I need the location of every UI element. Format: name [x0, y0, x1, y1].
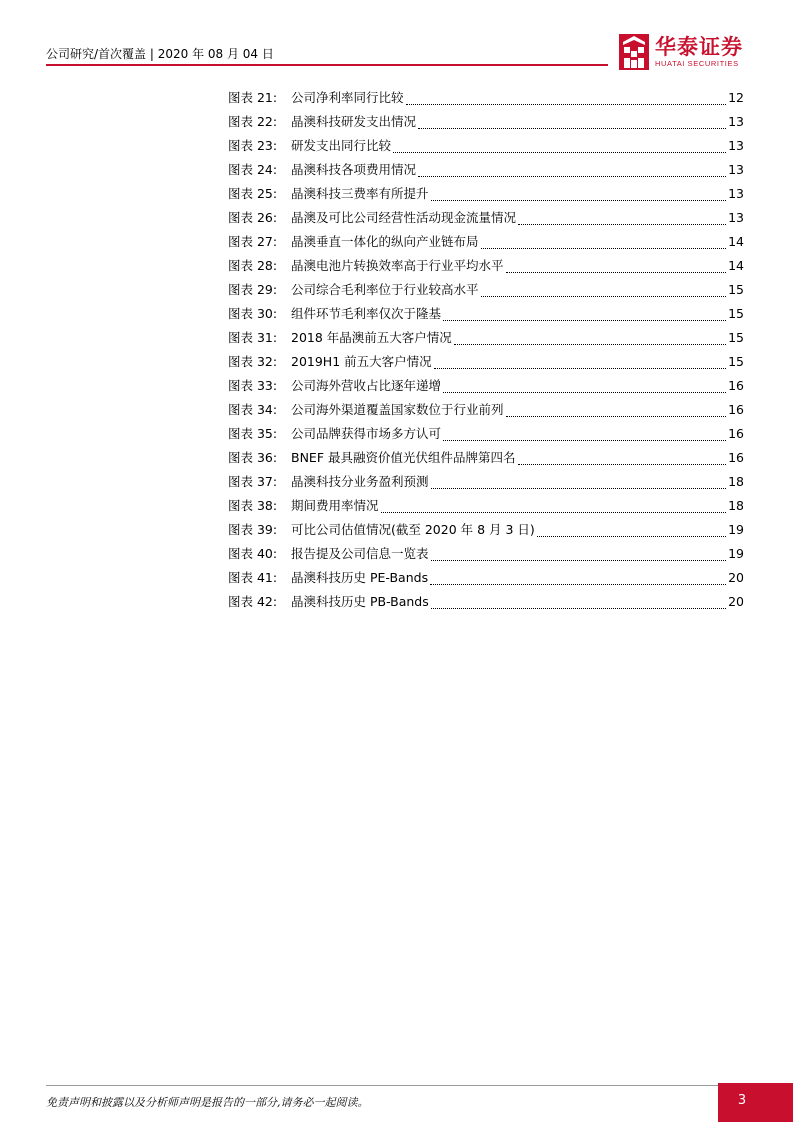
toc-entry-label: 图表 26: — [228, 210, 278, 225]
toc-entry-title: 报告提及公司信息一览表 — [291, 546, 429, 561]
toc-entry[interactable] — [228, 160, 744, 184]
toc-entry-leader-dots — [430, 583, 726, 585]
toc-entry-title: 组件环节毛利率仅次于隆基 — [291, 306, 442, 321]
toc-entry-leader-dots — [506, 271, 727, 273]
toc-entry-leader-dots — [434, 367, 726, 369]
toc-entry-title: 可比公司估值情况(截至 2020 年 8 月 3 日) — [291, 522, 535, 537]
toc-entry-leader-dots — [518, 223, 726, 225]
toc-entry-label: 图表 34: — [228, 402, 278, 417]
toc-entry-title: 公司海外渠道覆盖国家数位于行业前列 — [291, 402, 504, 417]
toc-entry[interactable] — [228, 472, 744, 496]
toc-entry[interactable] — [228, 208, 744, 232]
toc-entry[interactable] — [228, 424, 744, 448]
toc-entry-page: 15 — [728, 282, 744, 297]
toc-entry-title: BNEF 最具融资价值光伏组件品牌第四名 — [291, 450, 516, 465]
toc-entry[interactable] — [228, 400, 744, 424]
toc-entry[interactable] — [228, 280, 744, 304]
footer-divider — [46, 1085, 718, 1086]
toc-entry-label: 图表 24: — [228, 162, 278, 177]
toc-entry[interactable] — [228, 304, 744, 328]
toc-entry-label: 图表 32: — [228, 354, 278, 369]
toc-entry[interactable] — [228, 520, 744, 544]
toc-entry[interactable] — [228, 328, 744, 352]
toc-entry-page: 18 — [728, 498, 744, 513]
toc-entry-title: 晶澳电池片转换效率高于行业平均水平 — [291, 258, 504, 273]
toc-entry-label: 图表 25: — [228, 186, 278, 201]
toc-entry-label: 图表 35: — [228, 426, 278, 441]
toc-entry-label: 图表 23: — [228, 138, 278, 153]
toc-entry-title: 公司综合毛利率位于行业较高水平 — [291, 282, 479, 297]
toc-entry[interactable] — [228, 544, 744, 568]
toc-entry-label: 图表 40: — [228, 546, 278, 561]
toc-entry-title: 晶澳科技各项费用情况 — [291, 162, 417, 177]
toc-entry-title: 晶澳科技研发支出情况 — [291, 114, 417, 129]
toc-entry[interactable] — [228, 568, 744, 592]
toc-entry-leader-dots — [443, 391, 726, 393]
header-divider — [46, 64, 608, 66]
toc-entry-leader-dots — [518, 463, 727, 465]
toc-entry-page: 14 — [728, 258, 744, 273]
toc-entry[interactable] — [228, 592, 744, 616]
toc-entry-page: 19 — [728, 546, 744, 561]
toc-entry-page: 15 — [728, 306, 744, 321]
toc-entry-title: 晶澳及可比公司经营性活动现金流量情况 — [291, 210, 517, 225]
toc-entry-leader-dots — [431, 607, 726, 609]
toc-entry-leader-dots — [431, 487, 727, 489]
toc-entry-page: 20 — [728, 594, 744, 609]
toc-entry-label: 图表 21: — [228, 90, 278, 105]
company-logo — [619, 34, 749, 70]
huatai-logo-icon — [619, 34, 649, 70]
toc-entry-leader-dots — [537, 535, 726, 537]
toc-entry-leader-dots — [506, 415, 727, 417]
toc-entry[interactable] — [228, 184, 744, 208]
toc-entry-leader-dots — [418, 175, 726, 177]
toc-entry[interactable] — [228, 448, 744, 472]
toc-entry-label: 图表 29: — [228, 282, 278, 297]
toc-entry-label: 图表 36: — [228, 450, 278, 465]
toc-entry-leader-dots — [431, 199, 727, 201]
toc-entry-label: 图表 33: — [228, 378, 278, 393]
toc-entry-label: 图表 22: — [228, 114, 278, 129]
toc-entry-leader-dots — [481, 247, 727, 249]
toc-entry-page: 13 — [728, 210, 744, 225]
toc-entry[interactable] — [228, 496, 744, 520]
footer-disclaimer: 免责声明和披露以及分析师声明是报告的一部分,请务必一起阅读。 — [46, 1096, 369, 1109]
toc-entry-label: 图表 27: — [228, 234, 278, 249]
toc-entry-label: 图表 31: — [228, 330, 278, 345]
toc-entry-page: 15 — [728, 354, 744, 369]
toc-entry-title: 研发支出同行比较 — [291, 138, 392, 153]
toc-entry-page: 16 — [728, 426, 744, 441]
logo-chinese-name: 华泰证券 — [655, 35, 743, 59]
toc-entry[interactable] — [228, 256, 744, 280]
toc-entry-page: 16 — [728, 402, 744, 417]
toc-entry-title: 晶澳科技分业务盈利预测 — [291, 474, 429, 489]
toc-entry-leader-dots — [443, 439, 726, 441]
toc-entry-leader-dots — [381, 511, 727, 513]
table-of-figures — [228, 88, 744, 616]
toc-entry-leader-dots — [431, 559, 727, 561]
page-number: 3 — [737, 1093, 747, 1108]
toc-entry[interactable] — [228, 376, 744, 400]
toc-entry[interactable] — [228, 352, 744, 376]
toc-entry-page: 13 — [728, 162, 744, 177]
toc-entry-title: 2018 年晶澳前五大客户情况 — [291, 330, 452, 345]
toc-entry-title: 期间费用率情况 — [291, 498, 379, 513]
toc-entry-page: 13 — [728, 114, 744, 129]
toc-entry-leader-dots — [454, 343, 726, 345]
toc-entry-leader-dots — [418, 127, 726, 129]
toc-entry-page: 12 — [728, 90, 744, 105]
toc-entry-page: 19 — [728, 522, 744, 537]
toc-entry-page: 16 — [728, 450, 744, 465]
toc-entry-title: 晶澳科技三费率有所提升 — [291, 186, 429, 201]
toc-entry-title: 2019H1 前五大客户情况 — [291, 354, 432, 369]
toc-entry-title: 晶澳科技历史 PE-Bands — [291, 570, 429, 585]
toc-entry-page: 13 — [728, 138, 744, 153]
toc-entry-label: 图表 28: — [228, 258, 278, 273]
logo-english-name: HUATAI SECURITIES — [655, 59, 739, 68]
toc-entry-label: 图表 41: — [228, 570, 278, 585]
toc-entry-title: 公司净利率同行比较 — [291, 90, 404, 105]
header-text: 公司研究/首次覆盖 | 2020 年 08 月 04 日 — [46, 47, 274, 61]
toc-entry[interactable] — [228, 232, 744, 256]
toc-entry-page: 18 — [728, 474, 744, 489]
toc-entry-title: 公司品牌获得市场多方认可 — [291, 426, 442, 441]
toc-entry-label: 图表 30: — [228, 306, 278, 321]
toc-entry-page: 14 — [728, 234, 744, 249]
toc-entry-label: 图表 37: — [228, 474, 278, 489]
toc-entry-page: 15 — [728, 330, 744, 345]
toc-entry-page: 13 — [728, 186, 744, 201]
toc-entry-label: 图表 39: — [228, 522, 278, 537]
toc-entry-page: 20 — [728, 570, 744, 585]
toc-entry[interactable] — [228, 112, 744, 136]
toc-entry-page: 16 — [728, 378, 744, 393]
toc-entry-title: 晶澳垂直一体化的纵向产业链布局 — [291, 234, 479, 249]
toc-entry-title: 晶澳科技历史 PB-Bands — [291, 594, 429, 609]
toc-entry-leader-dots — [481, 295, 727, 297]
toc-entry[interactable] — [228, 136, 744, 160]
toc-entry-leader-dots — [393, 151, 726, 153]
toc-entry-leader-dots — [443, 319, 726, 321]
toc-entry[interactable] — [228, 88, 744, 112]
toc-entry-label: 图表 42: — [228, 594, 278, 609]
toc-entry-leader-dots — [406, 103, 727, 105]
toc-entry-label: 图表 38: — [228, 498, 278, 513]
toc-entry-title: 公司海外营收占比逐年递增 — [291, 378, 442, 393]
